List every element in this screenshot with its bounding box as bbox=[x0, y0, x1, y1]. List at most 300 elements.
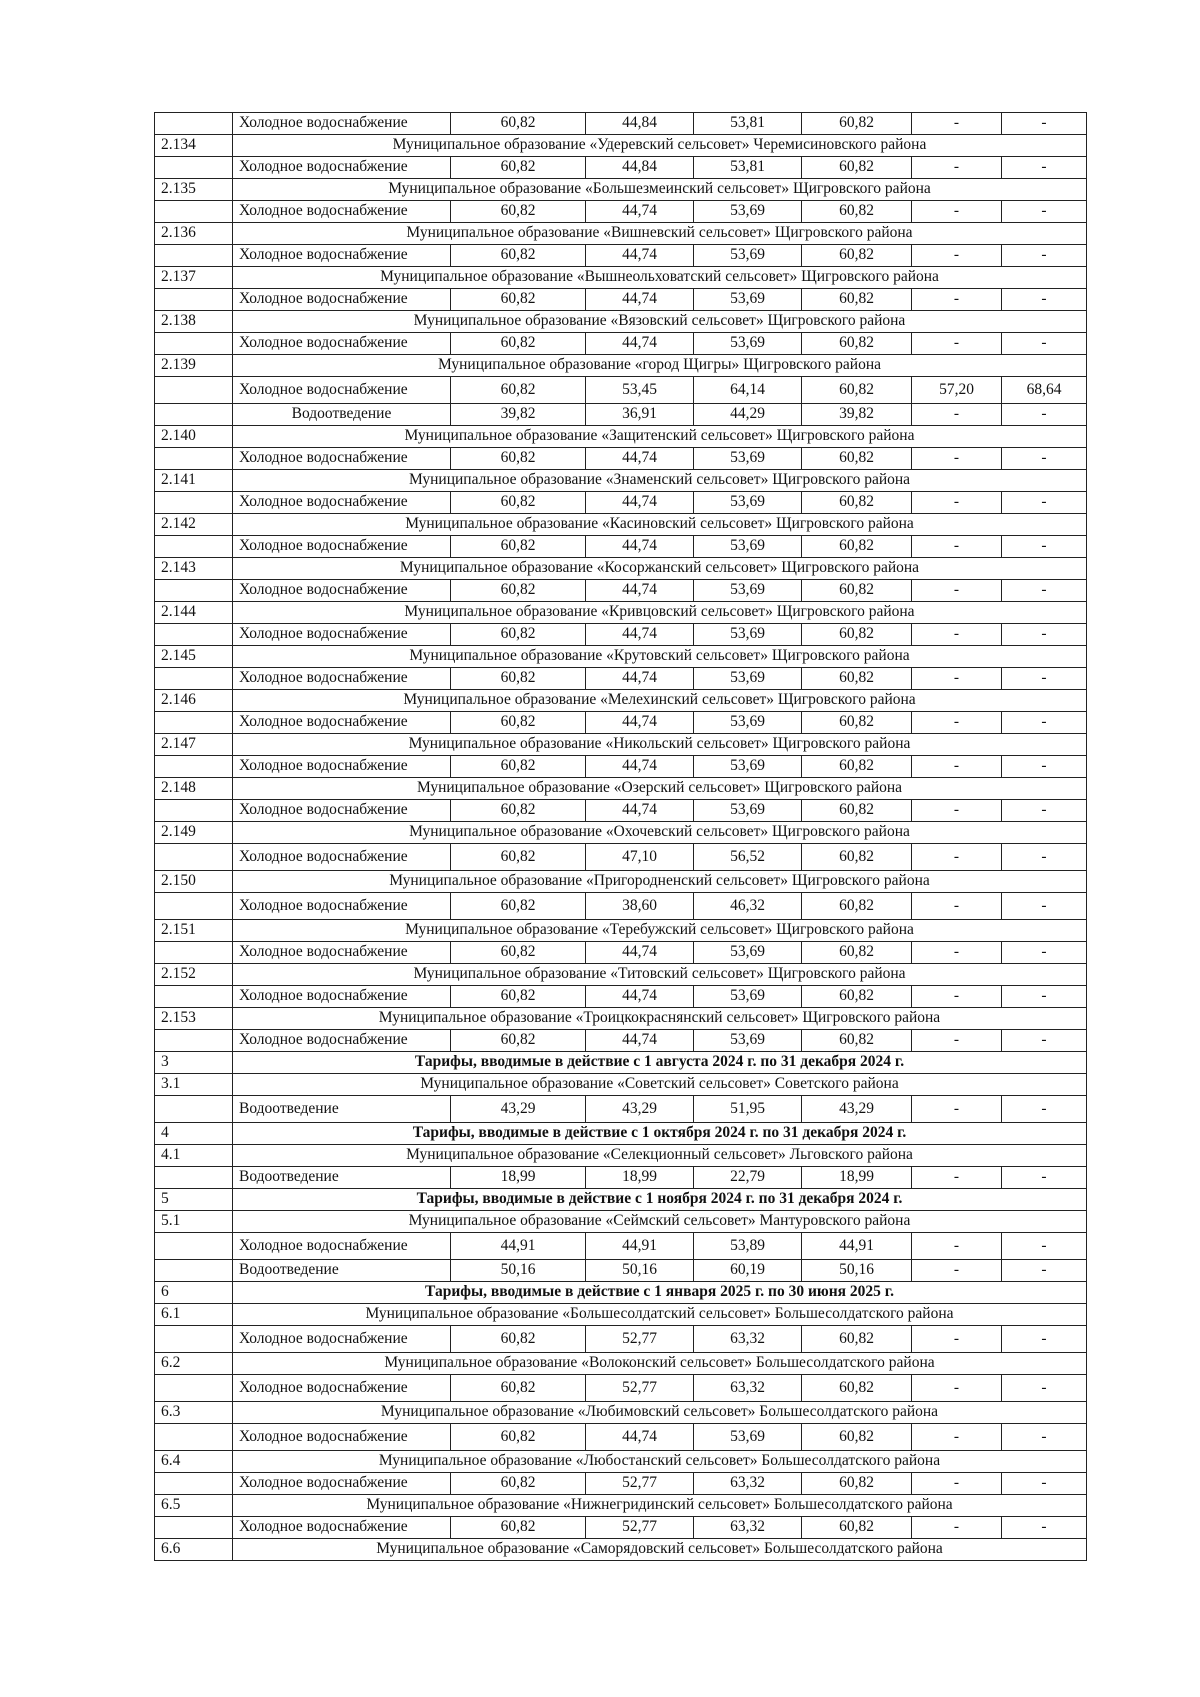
tariff-value-cell: 60,82 bbox=[802, 1473, 912, 1495]
tariff-value-cell: - bbox=[1002, 712, 1087, 734]
tariff-value-cell: 60,82 bbox=[451, 844, 586, 871]
row-number-cell bbox=[155, 1326, 233, 1353]
tariff-value-cell: 60,82 bbox=[451, 536, 586, 558]
municipality-name-cell: Муниципальное образование «город Щигры» Щигровского района bbox=[233, 355, 1087, 377]
row-number-cell: 2.153 bbox=[155, 1008, 233, 1030]
service-name-cell: Холодное водоснабжение bbox=[233, 492, 451, 514]
tariff-value-cell: - bbox=[1002, 986, 1087, 1008]
tariff-value-cell: 38,60 bbox=[586, 893, 694, 920]
municipality-row bbox=[155, 514, 1087, 536]
row-number-cell bbox=[155, 245, 233, 267]
tariff-value-cell: 53,69 bbox=[694, 245, 802, 267]
service-name-cell: Холодное водоснабжение bbox=[233, 580, 451, 602]
tariff-value-cell: 53,69 bbox=[694, 668, 802, 690]
service-name-cell: Водоотведение bbox=[233, 1096, 451, 1123]
tariff-row bbox=[155, 404, 1087, 426]
section-header-row bbox=[155, 1123, 1087, 1145]
tariff-value-cell: 60,82 bbox=[802, 580, 912, 602]
row-number-cell bbox=[155, 536, 233, 558]
service-name-cell: Холодное водоснабжение bbox=[233, 1473, 451, 1495]
tariff-value-cell: - bbox=[912, 580, 1002, 602]
service-name-cell: Холодное водоснабжение bbox=[233, 377, 451, 404]
tariff-value-cell: - bbox=[912, 624, 1002, 646]
tariff-value-cell: - bbox=[1002, 1424, 1087, 1451]
tariff-value-cell: 63,32 bbox=[694, 1517, 802, 1539]
municipality-row bbox=[155, 223, 1087, 245]
tariff-value-cell: 60,82 bbox=[802, 113, 912, 135]
municipality-name-cell: Муниципальное образование «Волоконский сельсовет» Большесолдатского района bbox=[233, 1353, 1087, 1375]
tariff-value-cell: - bbox=[1002, 1517, 1087, 1539]
tariff-value-cell: - bbox=[912, 986, 1002, 1008]
tariff-row bbox=[155, 333, 1087, 355]
service-name-cell: Холодное водоснабжение bbox=[233, 245, 451, 267]
tariff-value-cell: 50,16 bbox=[451, 1260, 586, 1282]
service-name-cell: Холодное водоснабжение bbox=[233, 289, 451, 311]
row-number-cell: 2.150 bbox=[155, 871, 233, 893]
tariff-row bbox=[155, 580, 1087, 602]
row-number-cell: 2.149 bbox=[155, 822, 233, 844]
service-name-cell: Холодное водоснабжение bbox=[233, 448, 451, 470]
tariff-value-cell: 53,69 bbox=[694, 201, 802, 223]
municipality-name-cell: Муниципальное образование «Саморядовский сельсовет» Большесолдатского района bbox=[233, 1539, 1087, 1561]
tariff-row bbox=[155, 1473, 1087, 1495]
tariff-value-cell: 60,82 bbox=[802, 1424, 912, 1451]
municipality-name-cell: Муниципальное образование «Знаменский сельсовет» Щигровского района bbox=[233, 470, 1087, 492]
row-number-cell bbox=[155, 1375, 233, 1402]
tariff-value-cell: - bbox=[1002, 404, 1087, 426]
tariff-row bbox=[155, 800, 1087, 822]
tariff-value-cell: - bbox=[1002, 1096, 1087, 1123]
municipality-row bbox=[155, 1074, 1087, 1096]
section-title-cell: Тарифы, вводимые в действие с 1 января 2025 г. по 30 июня 2025 г. bbox=[233, 1282, 1087, 1304]
tariff-row bbox=[155, 1424, 1087, 1451]
municipality-name-cell: Муниципальное образование «Нижнегридинский сельсовет» Большесолдатского района bbox=[233, 1495, 1087, 1517]
tariff-value-cell: - bbox=[1002, 893, 1087, 920]
tariff-value-cell: - bbox=[912, 1096, 1002, 1123]
tariff-value-cell: 44,74 bbox=[586, 712, 694, 734]
row-number-cell: 6.6 bbox=[155, 1539, 233, 1561]
tariff-value-cell: - bbox=[912, 333, 1002, 355]
row-number-cell: 2.148 bbox=[155, 778, 233, 800]
tariff-value-cell: 63,32 bbox=[694, 1473, 802, 1495]
tariff-value-cell: 60,82 bbox=[451, 756, 586, 778]
municipality-row bbox=[155, 690, 1087, 712]
tariff-value-cell: - bbox=[1002, 157, 1087, 179]
tariff-value-cell: 60,82 bbox=[451, 624, 586, 646]
tariff-value-cell: 56,52 bbox=[694, 844, 802, 871]
tariff-value-cell: - bbox=[912, 668, 1002, 690]
tariff-value-cell: 53,69 bbox=[694, 1424, 802, 1451]
tariff-row bbox=[155, 492, 1087, 514]
tariff-value-cell: 60,82 bbox=[802, 986, 912, 1008]
section-number-cell: 3 bbox=[155, 1052, 233, 1074]
tariff-value-cell: 60,82 bbox=[802, 1375, 912, 1402]
tariff-value-cell: 52,77 bbox=[586, 1326, 694, 1353]
municipality-name-cell: Муниципальное образование «Крутовский сельсовет» Щигровского района bbox=[233, 646, 1087, 668]
tariff-value-cell: 44,74 bbox=[586, 536, 694, 558]
row-number-cell bbox=[155, 404, 233, 426]
tariff-value-cell: 60,82 bbox=[802, 1517, 912, 1539]
tariff-value-cell: - bbox=[1002, 800, 1087, 822]
municipality-name-cell: Муниципальное образование «Пригородненский сельсовет» Щигровского района bbox=[233, 871, 1087, 893]
tariff-value-cell: 44,91 bbox=[586, 1233, 694, 1260]
tariff-row bbox=[155, 942, 1087, 964]
tariff-value-cell: 60,82 bbox=[802, 1030, 912, 1052]
tariff-row bbox=[155, 1517, 1087, 1539]
row-number-cell: 2.140 bbox=[155, 426, 233, 448]
row-number-cell bbox=[155, 1167, 233, 1189]
tariff-value-cell: 60,82 bbox=[451, 245, 586, 267]
municipality-row bbox=[155, 558, 1087, 580]
row-number-cell bbox=[155, 1517, 233, 1539]
service-name-cell: Холодное водоснабжение bbox=[233, 1375, 451, 1402]
tariff-value-cell: 60,82 bbox=[802, 624, 912, 646]
row-number-cell: 2.142 bbox=[155, 514, 233, 536]
tariff-row bbox=[155, 536, 1087, 558]
tariff-row bbox=[155, 1096, 1087, 1123]
tariff-value-cell: 63,32 bbox=[694, 1326, 802, 1353]
tariff-value-cell: - bbox=[1002, 245, 1087, 267]
municipality-row bbox=[155, 734, 1087, 756]
service-name-cell: Холодное водоснабжение bbox=[233, 756, 451, 778]
tariff-value-cell: 60,82 bbox=[451, 1375, 586, 1402]
row-number-cell bbox=[155, 201, 233, 223]
municipality-row bbox=[155, 1353, 1087, 1375]
row-number-cell bbox=[155, 157, 233, 179]
row-number-cell bbox=[155, 448, 233, 470]
municipality-row bbox=[155, 1304, 1087, 1326]
tariff-row bbox=[155, 1326, 1087, 1353]
tariff-value-cell: 60,82 bbox=[451, 580, 586, 602]
row-number-cell bbox=[155, 893, 233, 920]
tariff-row bbox=[155, 245, 1087, 267]
tariff-value-cell: 18,99 bbox=[451, 1167, 586, 1189]
row-number-cell bbox=[155, 756, 233, 778]
tariff-value-cell: - bbox=[912, 245, 1002, 267]
tariff-value-cell: - bbox=[912, 1424, 1002, 1451]
service-name-cell: Холодное водоснабжение bbox=[233, 1517, 451, 1539]
tariff-value-cell: 53,69 bbox=[694, 712, 802, 734]
tariff-row bbox=[155, 668, 1087, 690]
tariff-value-cell: 52,77 bbox=[586, 1375, 694, 1402]
tariff-value-cell: - bbox=[1002, 289, 1087, 311]
tariff-value-cell: 36,91 bbox=[586, 404, 694, 426]
tariff-value-cell: 60,82 bbox=[451, 113, 586, 135]
municipality-row bbox=[155, 267, 1087, 289]
municipality-row bbox=[155, 822, 1087, 844]
municipality-row bbox=[155, 646, 1087, 668]
tariff-value-cell: 51,95 bbox=[694, 1096, 802, 1123]
tariff-value-cell: - bbox=[1002, 1260, 1087, 1282]
row-number-cell: 6.2 bbox=[155, 1353, 233, 1375]
service-name-cell: Холодное водоснабжение bbox=[233, 942, 451, 964]
tariff-value-cell: - bbox=[912, 201, 1002, 223]
municipality-name-cell: Муниципальное образование «Любимовский сельсовет» Большесолдатского района bbox=[233, 1402, 1087, 1424]
section-number-cell: 6 bbox=[155, 1282, 233, 1304]
tariff-value-cell: 60,82 bbox=[451, 377, 586, 404]
section-title-cell: Тарифы, вводимые в действие с 1 октября 2024 г. по 31 декабря 2024 г. bbox=[233, 1123, 1087, 1145]
tariff-value-cell: - bbox=[1002, 624, 1087, 646]
tariff-value-cell: - bbox=[1002, 756, 1087, 778]
tariff-value-cell: 68,64 bbox=[1002, 377, 1087, 404]
tariff-value-cell: 60,82 bbox=[451, 201, 586, 223]
tariff-value-cell: 60,82 bbox=[451, 712, 586, 734]
tariff-value-cell: 60,82 bbox=[802, 289, 912, 311]
tariff-value-cell: 44,74 bbox=[586, 448, 694, 470]
tariff-value-cell: - bbox=[912, 289, 1002, 311]
tariff-value-cell: 44,74 bbox=[586, 492, 694, 514]
tariff-table-page bbox=[154, 112, 1086, 1561]
tariff-value-cell: - bbox=[1002, 492, 1087, 514]
tariff-value-cell: - bbox=[1002, 201, 1087, 223]
tariff-value-cell: 53,69 bbox=[694, 986, 802, 1008]
section-title-cell: Тарифы, вводимые в действие с 1 ноября 2024 г. по 31 декабря 2024 г. bbox=[233, 1189, 1087, 1211]
municipality-name-cell: Муниципальное образование «Троицкокраснянский сельсовет» Щигровского района bbox=[233, 1008, 1087, 1030]
tariff-value-cell: - bbox=[912, 1260, 1002, 1282]
tariff-value-cell: 60,82 bbox=[451, 289, 586, 311]
tariff-value-cell: 44,74 bbox=[586, 800, 694, 822]
tariff-value-cell: - bbox=[1002, 536, 1087, 558]
tariff-value-cell: 44,74 bbox=[586, 201, 694, 223]
row-number-cell: 2.135 bbox=[155, 179, 233, 201]
tariff-value-cell: 39,82 bbox=[451, 404, 586, 426]
tariff-value-cell: - bbox=[912, 844, 1002, 871]
row-number-cell: 6.3 bbox=[155, 1402, 233, 1424]
municipality-row bbox=[155, 602, 1087, 624]
tariff-value-cell: - bbox=[912, 536, 1002, 558]
row-number-cell: 6.5 bbox=[155, 1495, 233, 1517]
tariff-value-cell: 60,82 bbox=[802, 1326, 912, 1353]
tariff-row bbox=[155, 377, 1087, 404]
service-name-cell: Холодное водоснабжение bbox=[233, 1326, 451, 1353]
tariff-value-cell: - bbox=[1002, 333, 1087, 355]
tariff-value-cell: 60,82 bbox=[451, 668, 586, 690]
municipality-row bbox=[155, 1211, 1087, 1233]
tariff-value-cell: 50,16 bbox=[802, 1260, 912, 1282]
tariff-value-cell: 44,74 bbox=[586, 1424, 694, 1451]
tariff-value-cell: 60,82 bbox=[451, 333, 586, 355]
tariff-value-cell: 60,82 bbox=[451, 448, 586, 470]
tariff-value-cell: 60,82 bbox=[802, 492, 912, 514]
tariff-value-cell: 60,82 bbox=[451, 942, 586, 964]
tariff-value-cell: - bbox=[912, 942, 1002, 964]
tariff-value-cell: 60,82 bbox=[451, 1517, 586, 1539]
tariff-value-cell: 44,74 bbox=[586, 580, 694, 602]
tariff-value-cell: 60,82 bbox=[802, 712, 912, 734]
tariff-value-cell: 44,74 bbox=[586, 624, 694, 646]
tariff-value-cell: 47,10 bbox=[586, 844, 694, 871]
municipality-name-cell: Муниципальное образование «Большесолдатский сельсовет» Большесолдатского района bbox=[233, 1304, 1087, 1326]
municipality-name-cell: Муниципальное образование «Титовский сельсовет» Щигровского района bbox=[233, 964, 1087, 986]
tariff-row bbox=[155, 986, 1087, 1008]
tariff-row bbox=[155, 1030, 1087, 1052]
tariff-row bbox=[155, 712, 1087, 734]
row-number-cell: 2.134 bbox=[155, 135, 233, 157]
tariff-value-cell: 64,14 bbox=[694, 377, 802, 404]
row-number-cell: 2.147 bbox=[155, 734, 233, 756]
tariff-value-cell: 60,82 bbox=[802, 245, 912, 267]
tariff-value-cell: 44,91 bbox=[451, 1233, 586, 1260]
municipality-row bbox=[155, 1402, 1087, 1424]
tariff-value-cell: 60,82 bbox=[451, 1326, 586, 1353]
tariff-value-cell: - bbox=[912, 800, 1002, 822]
tariff-value-cell: - bbox=[1002, 1375, 1087, 1402]
municipality-name-cell: Муниципальное образование «Никольский сельсовет» Щигровского района bbox=[233, 734, 1087, 756]
tariff-value-cell: - bbox=[1002, 844, 1087, 871]
tariff-value-cell: - bbox=[912, 1473, 1002, 1495]
row-number-cell bbox=[155, 580, 233, 602]
row-number-cell: 4.1 bbox=[155, 1145, 233, 1167]
tariff-value-cell: - bbox=[912, 157, 1002, 179]
row-number-cell: 6.1 bbox=[155, 1304, 233, 1326]
tariff-value-cell: - bbox=[912, 1375, 1002, 1402]
tariff-value-cell: 60,82 bbox=[451, 1030, 586, 1052]
service-name-cell: Холодное водоснабжение bbox=[233, 1030, 451, 1052]
tariff-value-cell: 60,82 bbox=[802, 536, 912, 558]
tariff-row bbox=[155, 201, 1087, 223]
tariff-value-cell: 53,69 bbox=[694, 448, 802, 470]
tariff-value-cell: 18,99 bbox=[586, 1167, 694, 1189]
tariff-value-cell: 53,69 bbox=[694, 580, 802, 602]
service-name-cell: Холодное водоснабжение bbox=[233, 844, 451, 871]
tariff-value-cell: - bbox=[1002, 1030, 1087, 1052]
tariff-value-cell: 46,32 bbox=[694, 893, 802, 920]
tariff-value-cell: 50,16 bbox=[586, 1260, 694, 1282]
service-name-cell: Водоотведение bbox=[233, 1167, 451, 1189]
tariff-value-cell: 60,82 bbox=[802, 333, 912, 355]
tariff-value-cell: 53,69 bbox=[694, 942, 802, 964]
row-number-cell: 2.136 bbox=[155, 223, 233, 245]
tariff-row bbox=[155, 289, 1087, 311]
tariff-value-cell: - bbox=[1002, 1473, 1087, 1495]
tariff-value-cell: - bbox=[912, 893, 1002, 920]
service-name-cell: Холодное водоснабжение bbox=[233, 986, 451, 1008]
row-number-cell: 2.152 bbox=[155, 964, 233, 986]
municipality-row bbox=[155, 311, 1087, 333]
tariff-value-cell: - bbox=[912, 1517, 1002, 1539]
row-number-cell bbox=[155, 942, 233, 964]
tariff-value-cell: 22,79 bbox=[694, 1167, 802, 1189]
tariff-value-cell: 43,29 bbox=[586, 1096, 694, 1123]
row-number-cell: 2.139 bbox=[155, 355, 233, 377]
tariff-value-cell: 60,82 bbox=[802, 377, 912, 404]
section-header-row bbox=[155, 1189, 1087, 1211]
municipality-name-cell: Муниципальное образование «Любостанский сельсовет» Большесолдатского района bbox=[233, 1451, 1087, 1473]
tariff-value-cell: 53,69 bbox=[694, 536, 802, 558]
municipality-row bbox=[155, 179, 1087, 201]
tariff-value-cell: - bbox=[912, 448, 1002, 470]
tariff-value-cell: 53,69 bbox=[694, 333, 802, 355]
service-name-cell: Холодное водоснабжение bbox=[233, 712, 451, 734]
tariff-value-cell: - bbox=[1002, 113, 1087, 135]
tariff-value-cell: 60,82 bbox=[451, 800, 586, 822]
tariff-value-cell: 43,29 bbox=[451, 1096, 586, 1123]
tariff-value-cell: 60,82 bbox=[451, 1424, 586, 1451]
tariff-value-cell: 53,69 bbox=[694, 492, 802, 514]
tariff-row bbox=[155, 157, 1087, 179]
tariff-value-cell: 60,82 bbox=[802, 756, 912, 778]
service-name-cell: Холодное водоснабжение bbox=[233, 113, 451, 135]
municipality-name-cell: Муниципальное образование «Косоржанский сельсовет» Щигровского района bbox=[233, 558, 1087, 580]
municipality-name-cell: Муниципальное образование «Теребужский сельсовет» Щигровского района bbox=[233, 920, 1087, 942]
municipality-row bbox=[155, 1145, 1087, 1167]
municipality-name-cell: Муниципальное образование «Вишневский сельсовет» Щигровского района bbox=[233, 223, 1087, 245]
municipality-row bbox=[155, 1451, 1087, 1473]
tariff-value-cell: 60,82 bbox=[802, 942, 912, 964]
service-name-cell: Холодное водоснабжение bbox=[233, 624, 451, 646]
row-number-cell bbox=[155, 1233, 233, 1260]
row-number-cell bbox=[155, 492, 233, 514]
service-name-cell: Холодное водоснабжение bbox=[233, 1233, 451, 1260]
municipality-name-cell: Муниципальное образование «Кривцовский сельсовет» Щигровского района bbox=[233, 602, 1087, 624]
row-number-cell: 2.138 bbox=[155, 311, 233, 333]
municipality-name-cell: Муниципальное образование «Защитенский сельсовет» Щигровского района bbox=[233, 426, 1087, 448]
municipality-name-cell: Муниципальное образование «Удеревский сельсовет» Черемисиновского района bbox=[233, 135, 1087, 157]
service-name-cell: Холодное водоснабжение bbox=[233, 893, 451, 920]
tariff-row bbox=[155, 844, 1087, 871]
row-number-cell: 5.1 bbox=[155, 1211, 233, 1233]
service-name-cell: Холодное водоснабжение bbox=[233, 157, 451, 179]
tariff-value-cell: 60,82 bbox=[451, 492, 586, 514]
tariff-value-cell: - bbox=[912, 1326, 1002, 1353]
tariff-value-cell: 18,99 bbox=[802, 1167, 912, 1189]
municipality-name-cell: Муниципальное образование «Большезмеинский сельсовет» Щигровского района bbox=[233, 179, 1087, 201]
municipality-name-cell: Муниципальное образование «Охочевский сельсовет» Щигровского района bbox=[233, 822, 1087, 844]
municipality-name-cell: Муниципальное образование «Мелехинский сельсовет» Щигровского района bbox=[233, 690, 1087, 712]
tariff-value-cell: 44,74 bbox=[586, 986, 694, 1008]
municipality-name-cell: Муниципальное образование «Вязовский сельсовет» Щигровского района bbox=[233, 311, 1087, 333]
tariff-value-cell: 43,29 bbox=[802, 1096, 912, 1123]
tariff-row bbox=[155, 756, 1087, 778]
tariff-value-cell: 60,82 bbox=[451, 893, 586, 920]
row-number-cell: 2.151 bbox=[155, 920, 233, 942]
tariff-value-cell: 39,82 bbox=[802, 404, 912, 426]
tariff-value-cell: 60,82 bbox=[802, 157, 912, 179]
row-number-cell bbox=[155, 712, 233, 734]
municipality-row bbox=[155, 1539, 1087, 1561]
tariff-value-cell: 44,74 bbox=[586, 668, 694, 690]
tariff-value-cell: 53,45 bbox=[586, 377, 694, 404]
service-name-cell: Водоотведение bbox=[233, 404, 451, 426]
tariff-value-cell: - bbox=[912, 113, 1002, 135]
row-number-cell bbox=[155, 1473, 233, 1495]
municipality-row bbox=[155, 920, 1087, 942]
municipality-name-cell: Муниципальное образование «Касиновский сельсовет» Щигровского района bbox=[233, 514, 1087, 536]
tariff-value-cell: 53,69 bbox=[694, 1030, 802, 1052]
section-header-row bbox=[155, 1052, 1087, 1074]
municipality-row bbox=[155, 964, 1087, 986]
section-number-cell: 5 bbox=[155, 1189, 233, 1211]
tariff-value-cell: - bbox=[912, 1167, 1002, 1189]
tariff-value-cell: 60,82 bbox=[802, 668, 912, 690]
row-number-cell bbox=[155, 986, 233, 1008]
section-title-cell: Тарифы, вводимые в действие с 1 августа 2024 г. по 31 декабря 2024 г. bbox=[233, 1052, 1087, 1074]
tariff-value-cell: - bbox=[912, 1233, 1002, 1260]
municipality-row bbox=[155, 871, 1087, 893]
tariff-value-cell: 44,74 bbox=[586, 1030, 694, 1052]
tariff-value-cell: 44,84 bbox=[586, 157, 694, 179]
section-header-row bbox=[155, 1282, 1087, 1304]
row-number-cell: 2.143 bbox=[155, 558, 233, 580]
tariff-value-cell: 60,19 bbox=[694, 1260, 802, 1282]
row-number-cell bbox=[155, 1424, 233, 1451]
row-number-cell: 2.141 bbox=[155, 470, 233, 492]
row-number-cell bbox=[155, 1030, 233, 1052]
tariff-row bbox=[155, 1167, 1087, 1189]
tariff-value-cell: - bbox=[912, 492, 1002, 514]
tariff-value-cell: 60,82 bbox=[451, 986, 586, 1008]
row-number-cell bbox=[155, 1260, 233, 1282]
